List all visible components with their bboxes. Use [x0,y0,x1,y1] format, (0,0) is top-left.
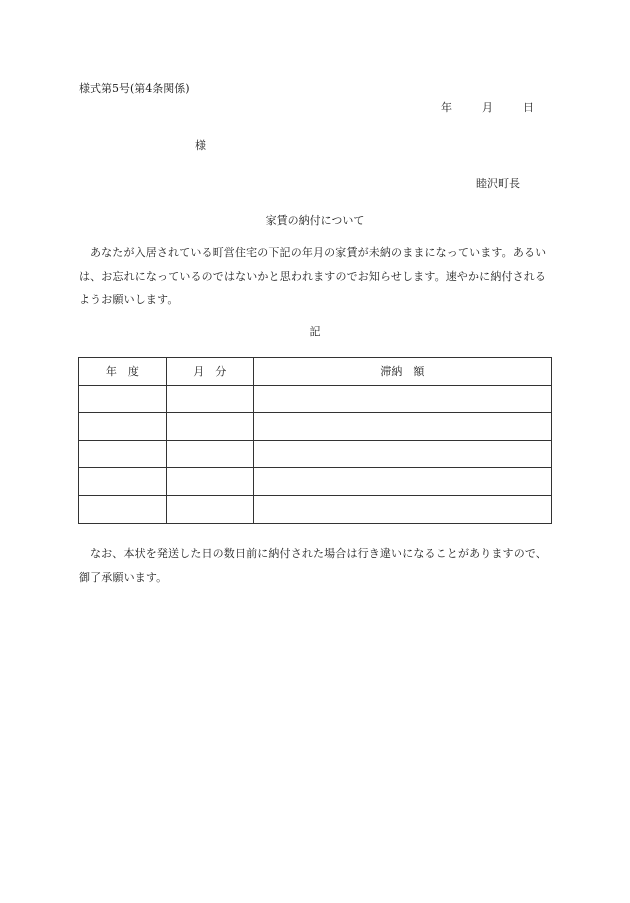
body-paragraph: あなたが入居されている町営住宅の下記の年月の家賃が未納のままになっています。あるいは、お忘れになっているのではないかと思われますのでお知らせします。速やかに納付されるようお願いします。 [79,246,547,306]
table-header-row [79,358,552,386]
note-paragraph: なお、本状を発送した日の数日前に納付された場合は行き違いになることがありますので、御了承願います。 [79,547,547,584]
arrears-table [78,357,552,524]
sender: 睦沢町長 [476,177,520,190]
table-cell [166,468,253,496]
table-cell [79,440,167,468]
addressee-suffix: 様 [195,139,206,152]
header-arrears-amount: 滞納 額 [253,358,551,386]
table-row [79,468,552,496]
table-cell [166,495,253,523]
table-cell [79,468,167,496]
table-cell [79,385,167,413]
table-row [79,440,552,468]
subject-title: 家賃の納付について [265,214,365,227]
form-number: 様式第5号(第4条関係) [79,82,190,95]
table-cell [253,413,551,441]
table-cell [253,385,551,413]
ki-heading: 記 [309,325,321,338]
table-cell [253,495,551,523]
table-cell [166,440,253,468]
table-cell [253,440,551,468]
table-cell [79,495,167,523]
date-month-label: 月 [482,101,493,114]
table-row [79,413,552,441]
table-cell [79,413,167,441]
header-month: 月 分 [166,358,253,386]
table-cell [166,385,253,413]
date-year-label: 年 [441,101,452,114]
table-cell [253,468,551,496]
table-row [79,495,552,523]
table-cell [166,413,253,441]
table-row [79,385,552,413]
date-day-label: 日 [523,101,534,114]
date-line [441,99,534,115]
header-fiscal-year: 年 度 [79,358,167,386]
